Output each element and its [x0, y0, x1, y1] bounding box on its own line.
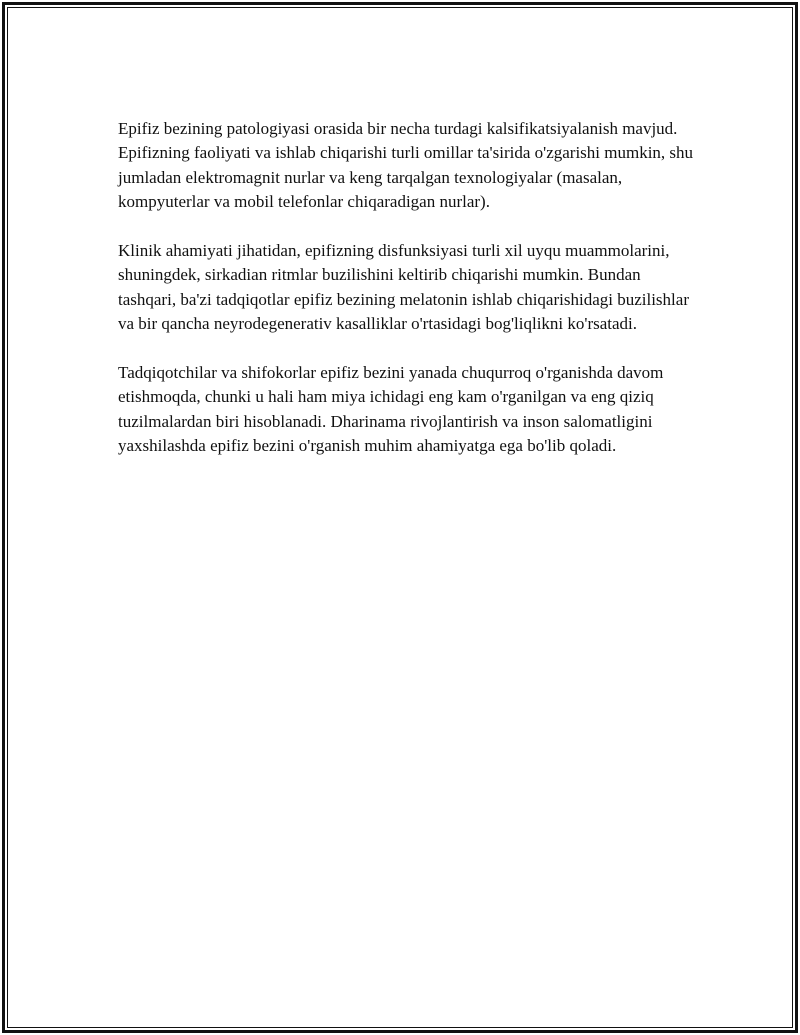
- paragraph-3: Tadqiqotchilar va shifokorlar epifiz bezini yanada chuqurroq o'rganishda davom etishmoqda, chunki u hali ham miya ichidagi eng kam o'rganilgan va eng qiziq tuzilmalardan biri hisoblanadi. Dharinama rivojlantirish va inson salomatligini yaxshilashda epifiz bezini o'rganish muhim ahamiyatga ega bo'lib qoladi.: [118, 363, 664, 456]
- document-body: [118, 117, 698, 483]
- paragraph-2: Klinik ahamiyati jihatidan, epifizning disfunksiyasi turli xil uyqu muammolarini, shuningdek, sirkadian ritmlar buzilishini keltirib chiqarishi mumkin. Bundan tashqari, ba'zi tadqiqotlar epifiz bezining melatonin ishlab chiqarishidagi buzilishlar va bir qancha neyrodegenerativ kasalliklar o'rtasidagi bog'liqlikni ko'rsatadi.: [118, 241, 689, 334]
- paragraph-1: Epifiz bezining patologiyasi orasida bir necha turdagi kalsifikatsiyalanish mavjud. Epifizning faoliyati va ishlab chiqarishi turli omillar ta'sirida o'zgarishi mumkin, shu jumladan elektromagnit nurlar va keng tarqalgan texnologiyalar (masalan, kompyuterlar va mobil telefonlar chiqaradigan nurlar).: [118, 119, 694, 212]
